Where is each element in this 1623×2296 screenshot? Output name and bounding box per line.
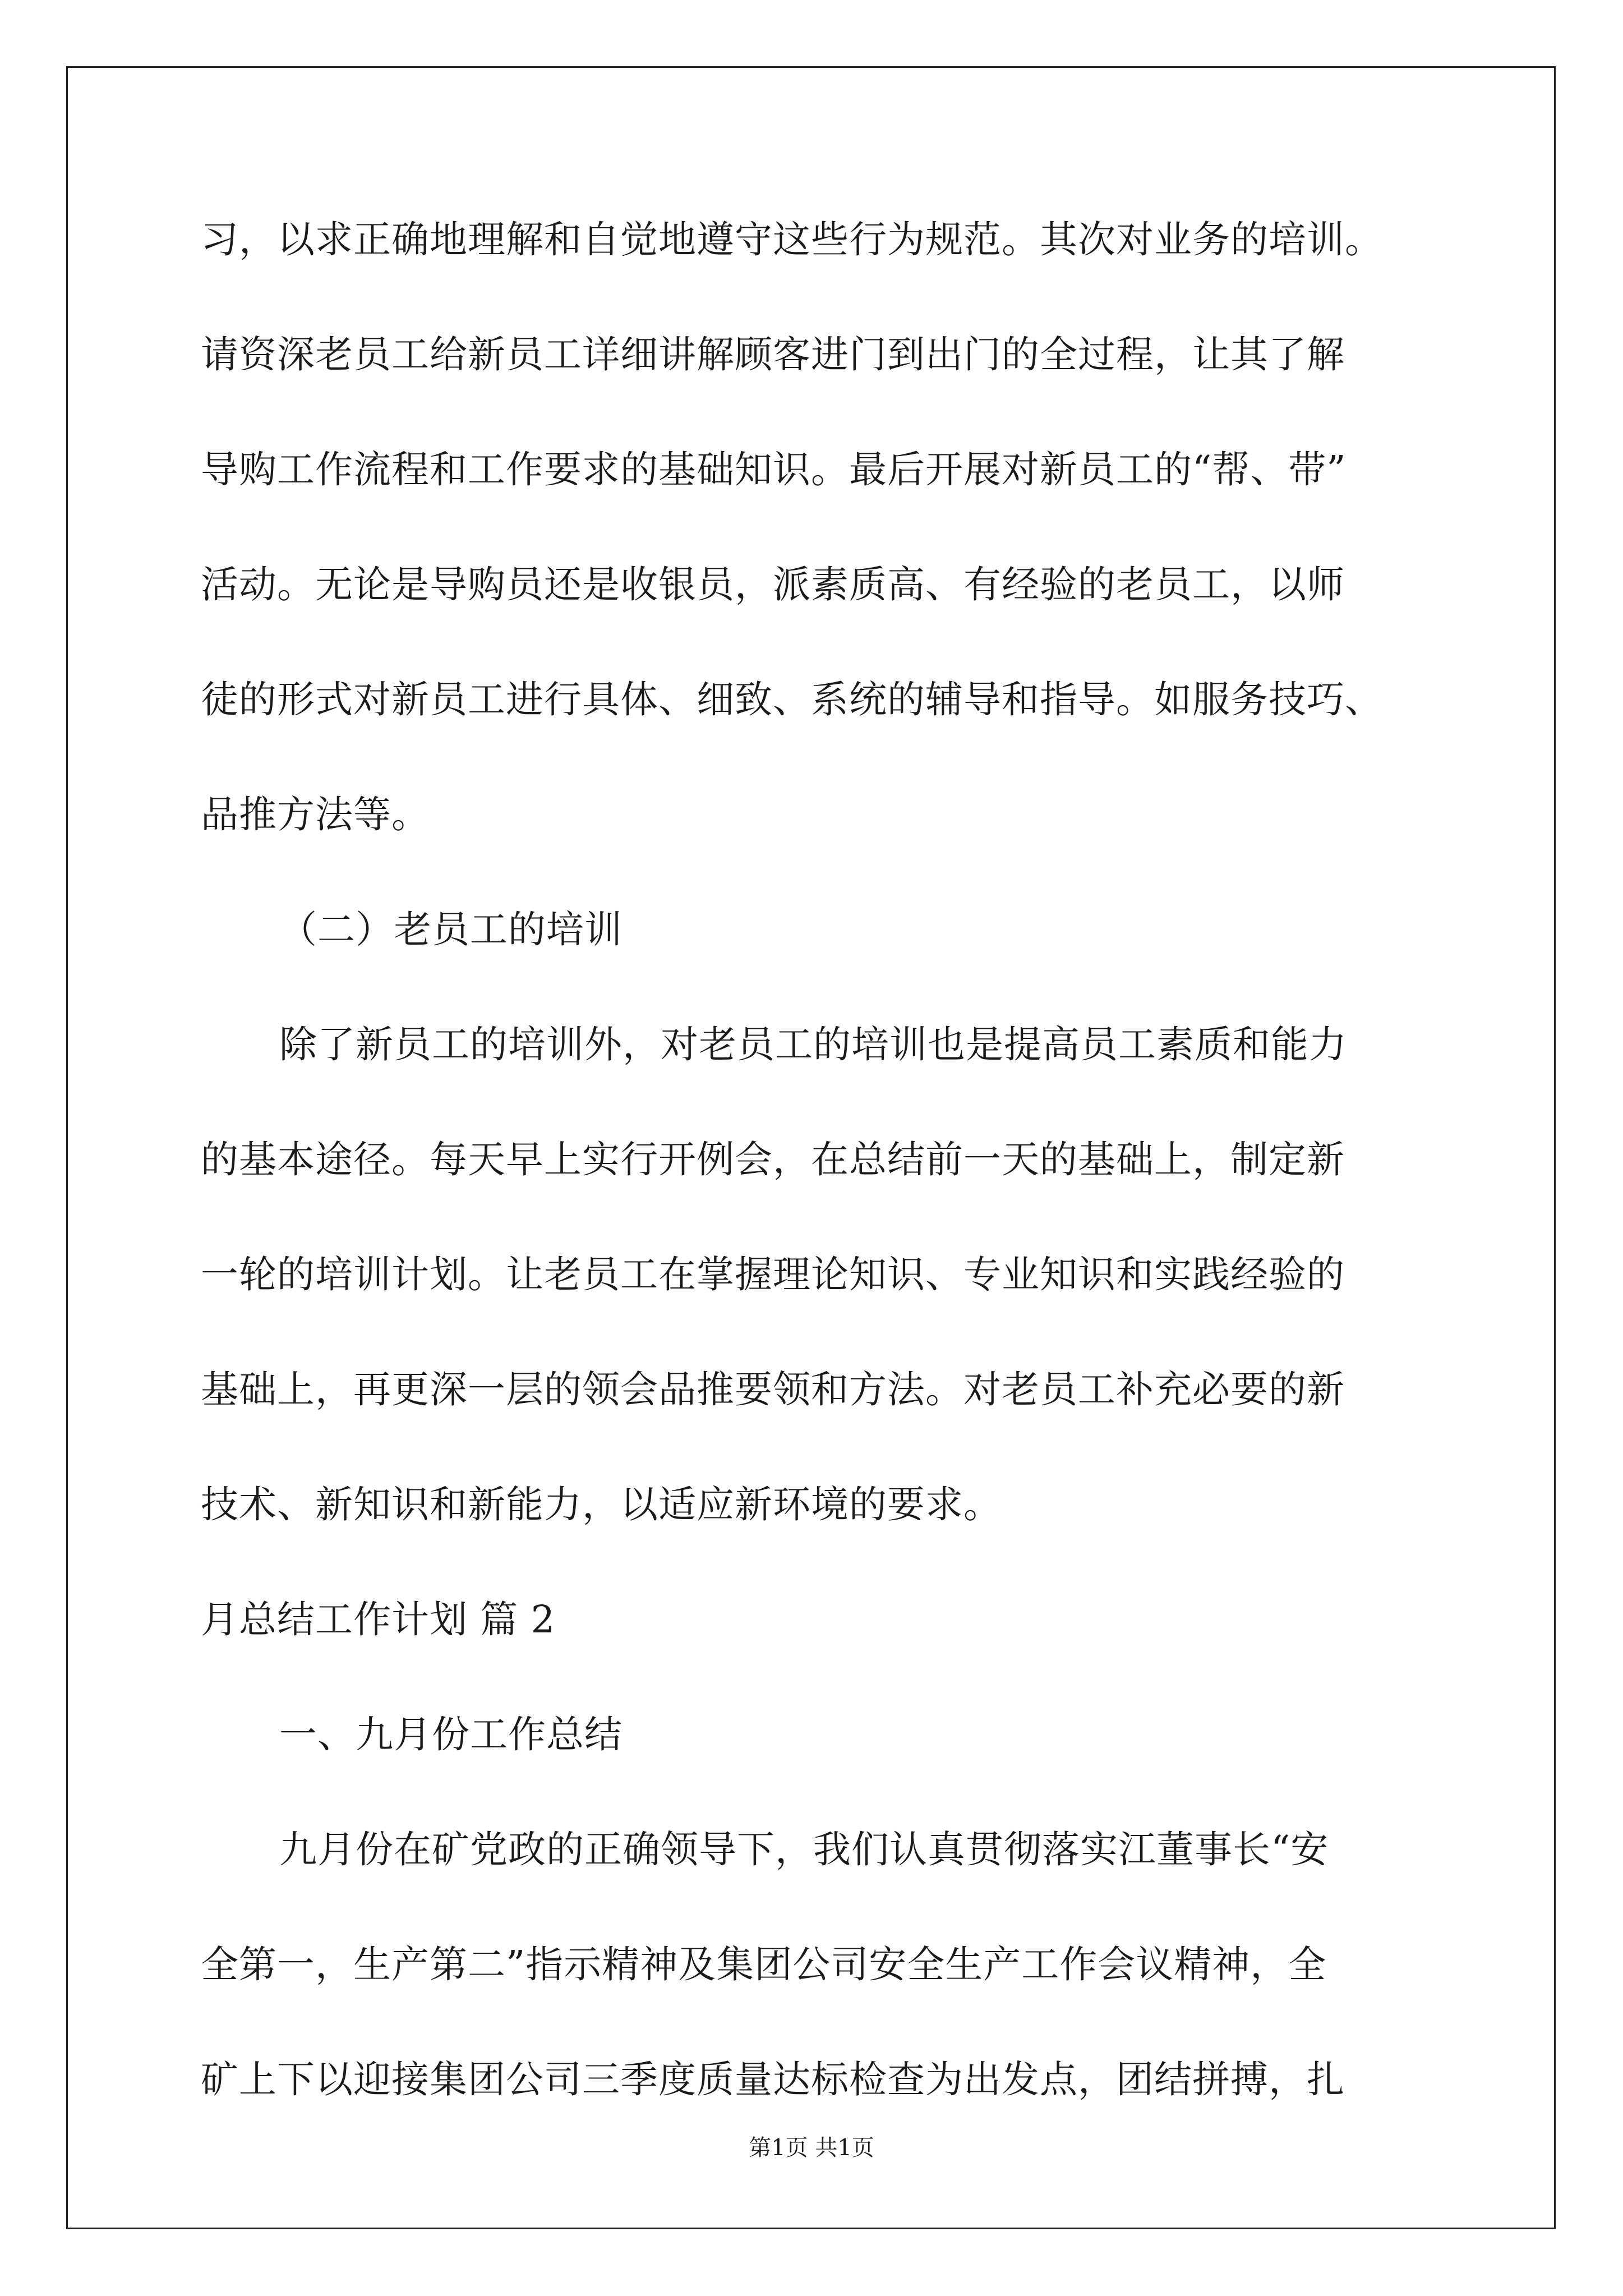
text-line: 导购工作流程和工作要求的基础知识。最后开展对新员工的“帮、带”	[201, 448, 1347, 491]
text-line: 一轮的培训计划。让老员工在掌握理论知识、专业知识和实践经验的	[201, 1253, 1345, 1296]
section-title: 月总结工作计划 篇 2	[201, 1598, 556, 1641]
text-line: 习，以求正确地理解和自觉地遵守这些行为规范。其次对业务的培训。	[201, 218, 1383, 261]
text-line: 基础上，再更深一层的领会品推要领和方法。对老员工补充必要的新	[201, 1368, 1345, 1411]
text-line: 品推方法等。	[201, 793, 430, 836]
subheading: （二）老员工的培训	[279, 908, 623, 951]
text-line: 全第一，生产第二”指示精神及集团公司安全生产工作会议精神，全	[201, 1943, 1327, 1986]
page-footer: 第1页 共1页	[749, 2135, 874, 2161]
text-line: 活动。无论是导购员还是收银员，派素质高、有经验的老员工，以师	[201, 563, 1345, 606]
text-line: 除了新员工的培训外，对老员工的培训也是提高员工素质和能力	[279, 1023, 1347, 1066]
subheading: 一、九月份工作总结	[279, 1713, 623, 1756]
text-line: 技术、新知识和新能力，以适应新环境的要求。	[201, 1483, 1002, 1526]
text-line: 矿上下以迎接集团公司三季度质量达标检查为出发点，团结拼搏，扎	[201, 2058, 1345, 2101]
text-line: 的基本途径。每天早上实行开例会，在总结前一天的基础上，制定新	[201, 1138, 1345, 1181]
text-line: 九月份在矿党政的正确领导下，我们认真贯彻落实江董事长“安	[279, 1828, 1329, 1871]
text-line: 请资深老员工给新员工详细讲解顾客进门到出门的全过程，让其了解	[201, 333, 1345, 376]
text-line: 徒的形式对新员工进行具体、细致、系统的辅导和指导。如服务技巧、	[201, 678, 1383, 721]
